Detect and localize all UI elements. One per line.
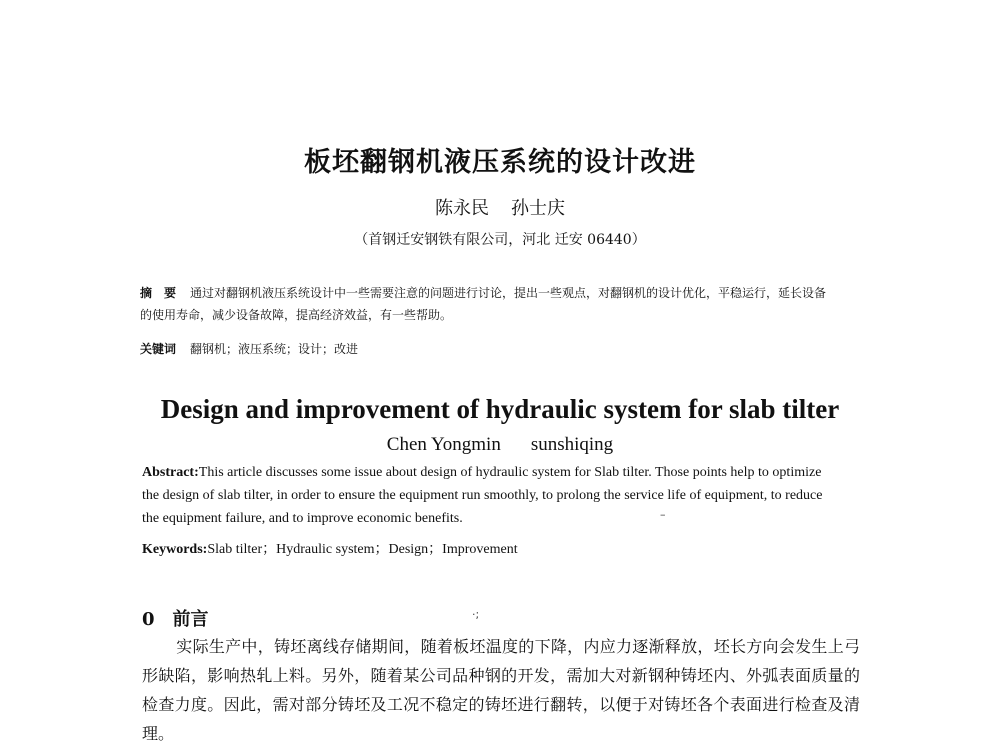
author-2-en: sunshiqing	[530, 434, 614, 455]
chinese-keywords	[140, 338, 830, 360]
chinese-affiliation: （首钢迁安钢铁有限公司，河北 迁安 06440）	[354, 232, 646, 248]
section-number: 0	[142, 609, 155, 630]
english-abstract-label: Abstract:	[142, 465, 199, 480]
english-abstract	[142, 461, 832, 530]
chinese-keywords-text: 翻钢机；液压系统；设计；改进	[190, 342, 359, 356]
chinese-title: 板坯翻钢机液压系统的设计改进	[304, 147, 696, 178]
english-title: Design and improvement of hydraulic system for slab tilter	[160, 394, 840, 424]
english-keywords-label: Keywords:	[142, 542, 208, 557]
english-abstract-text: This article discusses some issue about design of hydraulic system for Slab tilter. Those points help to optimize the design of slab tilter, in order to ensure the equipment run smoothly, to prolong the service life of equipment, to reduce the equipment failure, and to improve economic benefits.	[142, 465, 823, 526]
english-keywords-text: Slab tilter；Hydraulic system；Design；Improvement	[207, 542, 518, 557]
body-paragraph	[142, 632, 860, 748]
author-1-en: Chen Yongmin	[386, 434, 501, 455]
body-paragraph-text: 实际生产中，铸坯离线存储期间，随着板坯温度的下降，内应力逐渐释放，坯长方向会发生上弓形缺陷，影响热轧上料。另外，随着某公司品种钢的开发，需加大对新钢种铸坯内、外弧表面质量的检查力度。因此，需对部分铸坯及工况不稳定的铸坯进行翻转，以便于对铸坯各个表面进行检查及清理。	[142, 637, 860, 743]
stray-scan-mark-2: –	[660, 508, 666, 521]
chinese-abstract-label: 摘 要	[140, 286, 177, 300]
chinese-keywords-label: 关键词	[140, 342, 177, 356]
chinese-authors	[0, 194, 1000, 220]
english-keywords	[142, 538, 518, 558]
author-1-cn: 陈永民	[435, 198, 489, 219]
english-authors	[0, 434, 1000, 456]
chinese-abstract-text: 通过对翻钢机液压系统设计中一些需要注意的问题进行讨论，提出一些观点，对翻钢机的设计优化，平稳运行，延长设备的使用寿命，减少设备故障，提高经济效益，有一些帮助。	[140, 286, 827, 322]
section-title: 前言	[172, 609, 209, 630]
section-heading	[142, 605, 209, 631]
stray-scan-mark: ·;	[472, 608, 480, 621]
author-2-cn: 孙士庆	[511, 198, 565, 219]
chinese-abstract	[140, 282, 830, 326]
